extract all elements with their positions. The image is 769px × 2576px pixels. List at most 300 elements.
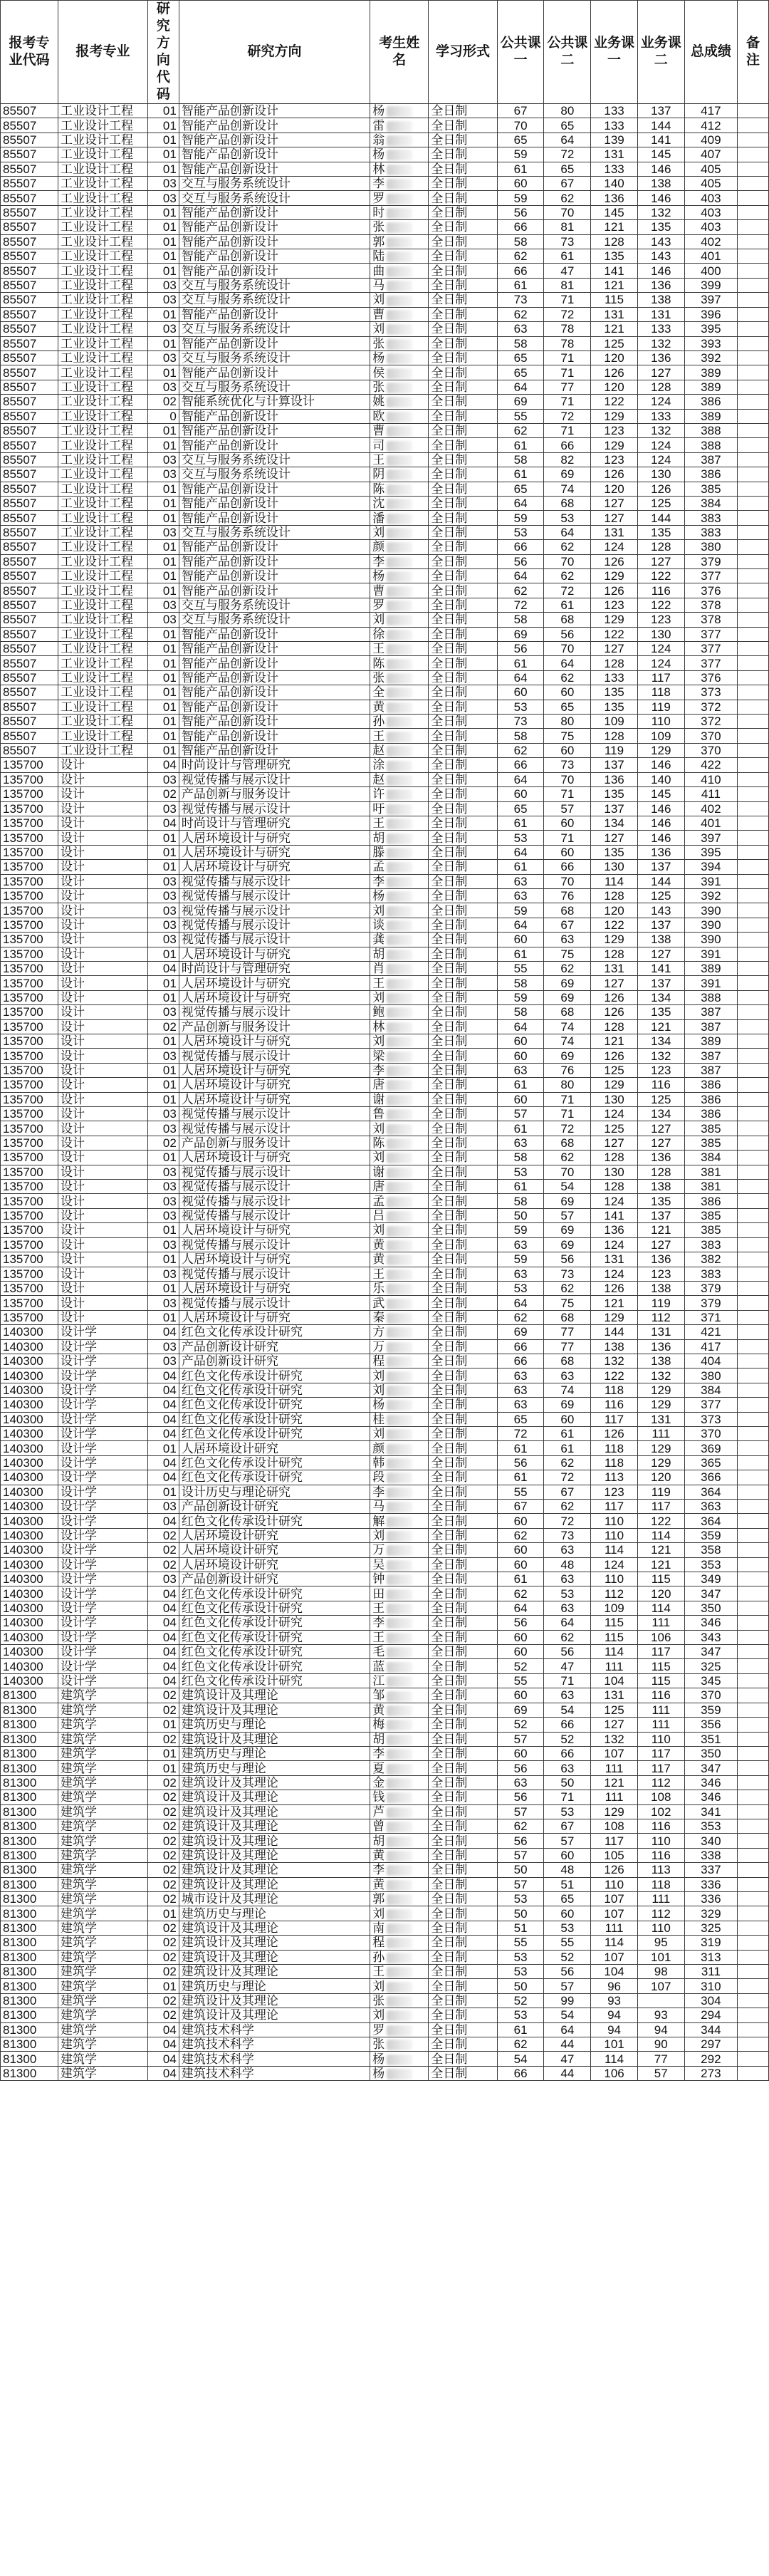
name-redaction-blur [387,310,412,321]
total-score-cell: 403 [684,191,737,205]
major-code-cell: 140300 [1,1586,58,1601]
major-code-cell: 140300 [1,1572,58,1586]
major-cell: 设计 [58,1078,148,1092]
major-course-1-cell: 132 [591,1354,638,1368]
remarks-cell [738,1732,769,1746]
major-cell: 建筑学 [58,1906,148,1921]
total-score-cell: 390 [684,933,737,947]
direction-cell: 交互与服务系统设计 [179,452,370,467]
total-score-cell: 377 [684,569,737,583]
study-mode-cell: 全日制 [429,1049,497,1063]
major-code-cell: 81300 [1,1993,58,2008]
public-course-1-cell: 54 [497,2052,544,2066]
name-redaction-blur [387,659,412,670]
candidate-name-cell [370,322,429,336]
public-course-1-cell: 65 [497,1412,544,1426]
major-cell: 设计学 [58,1412,148,1426]
public-course-1-cell: 59 [497,903,544,918]
table-row [1,1412,769,1426]
major-course-2-cell: 102 [637,1804,684,1819]
major-code-cell: 140300 [1,1645,58,1659]
name-redaction-blur [387,673,412,684]
study-mode-cell: 全日制 [429,1019,497,1034]
major-course-2-cell: 135 [637,525,684,539]
major-code-cell: 135700 [1,1237,58,1252]
remarks-cell [738,1630,769,1644]
study-mode-cell: 全日制 [429,642,497,656]
major-cell: 设计 [58,947,148,961]
total-score-cell: 370 [684,743,737,757]
table-row [1,1368,769,1383]
major-course-2-cell: 124 [637,656,684,670]
major-course-1-cell: 107 [591,1950,638,1964]
public-course-2-cell: 74 [544,1034,591,1049]
major-course-1-cell: 124 [591,1237,638,1252]
total-score-cell: 377 [684,656,737,670]
direction-code-cell: 02 [148,1834,179,1848]
direction-code-cell: 01 [148,540,179,554]
candidate-name-cell [370,801,429,816]
candidate-name-cell [370,1019,429,1034]
public-course-1-cell: 66 [497,220,544,234]
study-mode-cell: 全日制 [429,2008,497,2022]
major-course-2-cell: 116 [637,583,684,598]
name-redaction-blur [387,1327,412,1338]
public-course-2-cell: 72 [544,1514,591,1528]
study-mode-cell: 全日制 [429,1121,497,1136]
header-direction-code: 研究方向代码 [148,1,179,104]
name-redaction-blur [387,862,412,873]
public-course-2-cell: 62 [544,1630,591,1644]
candidate-name-cell [370,700,429,714]
major-course-1-cell: 127 [591,496,638,510]
direction-code-cell: 02 [148,1543,179,1557]
public-course-2-cell: 69 [544,1049,591,1063]
table-row [1,1936,769,1950]
direction-cell: 智能产品创新设计 [179,409,370,423]
candidate-name-cell [370,1921,429,1935]
candidate-name-cell [370,1891,429,1906]
direction-cell: 智能产品创新设计 [179,482,370,496]
study-mode-cell: 全日制 [429,554,497,568]
major-code-cell: 135700 [1,860,58,874]
direction-cell: 智能产品创新设计 [179,162,370,176]
major-code-cell: 85507 [1,438,58,452]
candidate-name-cell [370,220,429,234]
direction-code-cell: 03 [148,1572,179,1586]
major-code-cell: 135700 [1,845,58,859]
table-row [1,961,769,975]
study-mode-cell: 全日制 [429,2037,497,2052]
major-course-2-cell: 146 [637,162,684,176]
candidate-name-cell [370,162,429,176]
remarks-cell [738,511,769,525]
public-course-2-cell: 78 [544,322,591,336]
public-course-1-cell: 64 [497,569,544,583]
major-course-2-cell: 146 [637,801,684,816]
total-score-cell: 397 [684,831,737,845]
name-redaction-blur [387,964,412,975]
major-course-2-cell: 133 [637,409,684,423]
major-cell: 设计 [58,1151,148,1165]
direction-code-cell: 03 [148,1237,179,1252]
direction-code-cell: 01 [148,1979,179,1993]
major-course-1-cell: 128 [591,1151,638,1165]
direction-cell: 交互与服务系统设计 [179,293,370,307]
remarks-cell [738,772,769,786]
name-redaction-blur [387,877,412,888]
public-course-1-cell: 53 [497,1281,544,1295]
table-row [1,1121,769,1136]
major-cell: 建筑学 [58,1775,148,1790]
major-cell: 工业设计工程 [58,598,148,612]
remarks-cell [738,191,769,205]
name-redaction-blur [387,2025,412,2036]
table-row [1,1703,769,1717]
public-course-2-cell: 69 [544,1194,591,1208]
table-row [1,743,769,757]
study-mode-cell: 全日制 [429,845,497,859]
major-course-2-cell: 110 [637,1834,684,1848]
public-course-1-cell: 57 [497,1848,544,1862]
public-course-1-cell: 63 [497,874,544,888]
major-code-cell: 135700 [1,1034,58,1049]
public-course-1-cell: 61 [497,278,544,292]
major-course-2-cell: 133 [637,322,684,336]
study-mode-cell: 全日制 [429,670,497,685]
major-cell: 设计 [58,1121,148,1136]
major-code-cell: 85507 [1,191,58,205]
major-course-1-cell: 112 [591,1586,638,1601]
candidate-name-cell [370,423,429,437]
study-mode-cell: 全日制 [429,1180,497,1194]
major-code-cell: 85507 [1,729,58,743]
public-course-1-cell: 61 [497,467,544,482]
major-cell: 设计 [58,758,148,772]
remarks-cell [738,278,769,292]
direction-code-cell: 03 [148,1500,179,1514]
public-course-2-cell: 68 [544,1136,591,1150]
candidate-name-cell [370,1557,429,1572]
remarks-cell [738,1543,769,1557]
major-course-1-cell: 136 [591,191,638,205]
table-row [1,1586,769,1601]
remarks-cell [738,1136,769,1150]
table-row [1,1180,769,1194]
header-total-score: 总成绩 [684,1,737,104]
candidate-surname: 王 [372,642,385,656]
major-course-2-cell: 122 [637,598,684,612]
major-cell: 工业设计工程 [58,670,148,685]
major-course-2-cell: 113 [637,1863,684,1877]
table-row [1,1267,769,1281]
table-row [1,380,769,394]
major-course-1-cell: 106 [591,2066,638,2080]
remarks-cell [738,656,769,670]
direction-cell: 智能产品创新设计 [179,685,370,700]
public-course-1-cell: 65 [497,350,544,365]
direction-cell: 视觉传播与展示设计 [179,1237,370,1252]
direction-code-cell: 02 [148,2008,179,2022]
name-redaction-blur [387,1473,412,1483]
total-score-cell: 350 [684,1601,737,1615]
candidate-name-cell [370,990,429,1004]
public-course-1-cell: 60 [497,787,544,801]
remarks-cell [738,438,769,452]
remarks-cell [738,1775,769,1790]
public-course-2-cell: 53 [544,1804,591,1819]
total-score-cell: 407 [684,147,737,162]
total-score-cell: 410 [684,772,737,786]
candidate-name-cell [370,1703,429,1717]
candidate-name-cell [370,656,429,670]
name-redaction-blur [387,1923,412,1934]
remarks-cell [738,423,769,437]
major-course-2-cell: 119 [637,1485,684,1499]
major-code-cell: 140300 [1,1557,58,1572]
name-redaction-blur [387,2010,412,2021]
table-row [1,1659,769,1673]
name-redaction-blur [387,1691,412,1702]
public-course-2-cell: 61 [544,1441,591,1455]
public-course-2-cell: 81 [544,220,591,234]
candidate-surname: 秦 [372,1310,385,1324]
study-mode-cell: 全日制 [429,1310,497,1324]
table-row [1,1034,769,1049]
public-course-2-cell: 72 [544,583,591,598]
direction-cell: 建筑历史与理论 [179,1718,370,1732]
major-code-cell: 140300 [1,1426,58,1440]
header-remarks: 备注 [738,1,769,104]
remarks-cell [738,1834,769,1848]
name-redaction-blur [387,499,412,509]
name-redaction-blur [387,353,412,364]
direction-code-cell: 01 [148,656,179,670]
total-score-cell: 389 [684,1034,737,1049]
direction-cell: 智能系统优化与计算设计 [179,395,370,409]
direction-code-cell: 03 [148,467,179,482]
candidate-name-cell [370,1485,429,1499]
table-row [1,278,769,292]
study-mode-cell: 全日制 [429,191,497,205]
candidate-name-cell [370,1761,429,1775]
major-course-2-cell: 138 [637,293,684,307]
major-course-2-cell: 141 [637,961,684,975]
table-row [1,1848,769,1862]
study-mode-cell: 全日制 [429,133,497,147]
table-row [1,1993,769,2008]
study-mode-cell: 全日制 [429,772,497,786]
major-course-1-cell: 121 [591,278,638,292]
direction-code-cell: 01 [148,104,179,118]
name-redaction-blur [387,1240,412,1251]
public-course-2-cell: 69 [544,467,591,482]
direction-code-cell: 04 [148,1673,179,1688]
candidate-name-cell [370,104,429,118]
direction-cell: 视觉传播与展示设计 [179,1267,370,1281]
major-code-cell: 85507 [1,467,58,482]
table-row [1,496,769,510]
table-row [1,1528,769,1542]
public-course-1-cell: 65 [497,482,544,496]
major-course-2-cell: 111 [637,1426,684,1440]
public-course-2-cell: 68 [544,903,591,918]
major-course-1-cell: 126 [591,1005,638,1019]
major-course-2-cell: 106 [637,1630,684,1644]
major-course-2-cell: 138 [637,1354,684,1368]
name-redaction-blur [387,455,412,466]
remarks-cell [738,1107,769,1121]
total-score-cell: 325 [684,1921,737,1935]
public-course-2-cell: 73 [544,1267,591,1281]
major-code-cell: 85507 [1,613,58,627]
major-cell: 建筑学 [58,2052,148,2066]
total-score-cell: 379 [684,1296,737,1310]
public-course-1-cell: 66 [497,540,544,554]
study-mode-cell: 全日制 [429,1543,497,1557]
major-course-2-cell: 135 [637,220,684,234]
public-course-1-cell: 63 [497,1383,544,1397]
major-course-2-cell: 111 [637,1703,684,1717]
total-score-cell: 344 [684,2022,737,2037]
remarks-cell [738,525,769,539]
study-mode-cell: 全日制 [429,1848,497,1862]
candidate-name-cell [370,2052,429,2066]
table-row [1,322,769,336]
public-course-1-cell: 63 [497,1368,544,1383]
major-cell: 建筑学 [58,2037,148,2052]
public-course-1-cell: 61 [497,656,544,670]
direction-cell: 智能产品创新设计 [179,656,370,670]
public-course-1-cell: 55 [497,1485,544,1499]
remarks-cell [738,627,769,641]
remarks-cell [738,249,769,264]
public-course-1-cell: 52 [497,1718,544,1732]
study-mode-cell: 全日制 [429,1107,497,1121]
candidate-name-cell [370,743,429,757]
major-course-1-cell: 137 [591,801,638,816]
name-redaction-blur [387,1197,412,1208]
major-cell: 设计 [58,990,148,1004]
direction-code-cell: 02 [148,1936,179,1950]
candidate-surname: 刘 [372,1979,385,1993]
public-course-2-cell: 54 [544,1180,591,1194]
name-redaction-blur [387,412,412,422]
public-course-1-cell: 58 [497,336,544,350]
candidate-surname: 南 [372,1921,385,1935]
name-redaction-blur [387,1517,412,1527]
direction-code-cell: 04 [148,816,179,830]
major-code-cell: 81300 [1,1688,58,1703]
public-course-2-cell: 69 [544,976,591,990]
public-course-2-cell: 48 [544,1863,591,1877]
direction-cell: 红色文化传承设计研究 [179,1470,370,1485]
major-code-cell: 140300 [1,1383,58,1397]
public-course-1-cell: 63 [497,1237,544,1252]
major-cell: 工业设计工程 [58,249,148,264]
major-course-1-cell: 114 [591,874,638,888]
remarks-cell [738,787,769,801]
table-row [1,423,769,437]
study-mode-cell: 全日制 [429,293,497,307]
major-code-cell: 135700 [1,1019,58,1034]
candidate-name-cell [370,1049,429,1063]
direction-code-cell: 02 [148,1819,179,1833]
name-redaction-blur [387,1953,412,1963]
name-redaction-blur [387,1967,412,1978]
major-code-cell: 85507 [1,322,58,336]
total-score-cell: 385 [684,1136,737,1150]
remarks-cell [738,918,769,932]
name-redaction-blur [387,833,412,844]
candidate-name-cell [370,1543,429,1557]
public-course-1-cell: 62 [497,249,544,264]
direction-cell: 产品创新设计研究 [179,1339,370,1354]
remarks-cell [738,1368,769,1383]
candidate-surname: 李 [372,1747,385,1761]
direction-cell: 人居环境设计与研究 [179,860,370,874]
candidate-name-cell [370,787,429,801]
remarks-cell [738,1310,769,1324]
direction-cell: 红色文化传承设计研究 [179,1426,370,1440]
candidate-name-cell [370,1383,429,1397]
name-redaction-blur [387,775,412,786]
total-score-cell: 372 [684,700,737,714]
public-course-2-cell: 70 [544,772,591,786]
direction-code-cell: 01 [148,133,179,147]
direction-cell: 视觉传播与展示设计 [179,801,370,816]
candidate-surname: 郭 [372,234,385,249]
public-course-1-cell: 60 [497,1092,544,1106]
public-course-1-cell: 57 [497,1877,544,1891]
public-course-1-cell: 61 [497,947,544,961]
public-course-1-cell: 63 [497,1398,544,1412]
major-cell: 工业设计工程 [58,700,148,714]
candidate-surname: 江 [372,1674,385,1688]
direction-code-cell: 01 [148,147,179,162]
public-course-1-cell: 67 [497,1500,544,1514]
name-redaction-blur [387,1560,412,1571]
major-cell: 建筑学 [58,1979,148,1993]
public-course-2-cell: 70 [544,205,591,219]
candidate-name-cell [370,1500,429,1514]
major-code-cell: 135700 [1,772,58,786]
remarks-cell [738,452,769,467]
study-mode-cell: 全日制 [429,1965,497,1979]
direction-code-cell: 01 [148,947,179,961]
major-course-2-cell: 129 [637,1398,684,1412]
total-score-cell: 379 [684,1281,737,1295]
study-mode-cell: 全日制 [429,1237,497,1252]
candidate-name-cell [370,177,429,191]
major-course-2-cell: 137 [637,1208,684,1222]
candidate-name-cell [370,1470,429,1485]
candidate-surname: 杨 [372,569,385,583]
major-cell: 设计学 [58,1572,148,1586]
major-code-cell: 85507 [1,409,58,423]
major-course-2-cell: 138 [637,933,684,947]
candidate-surname: 翁 [372,133,385,147]
candidate-surname: 吁 [372,801,385,816]
candidate-surname: 阴 [372,467,385,482]
public-course-2-cell: 71 [544,1673,591,1688]
major-course-1-cell: 113 [591,1470,638,1485]
remarks-cell [738,700,769,714]
direction-cell: 设计历史与理论研究 [179,1485,370,1499]
table-row [1,933,769,947]
major-course-1-cell: 136 [591,1223,638,1237]
candidate-name-cell [370,540,429,554]
